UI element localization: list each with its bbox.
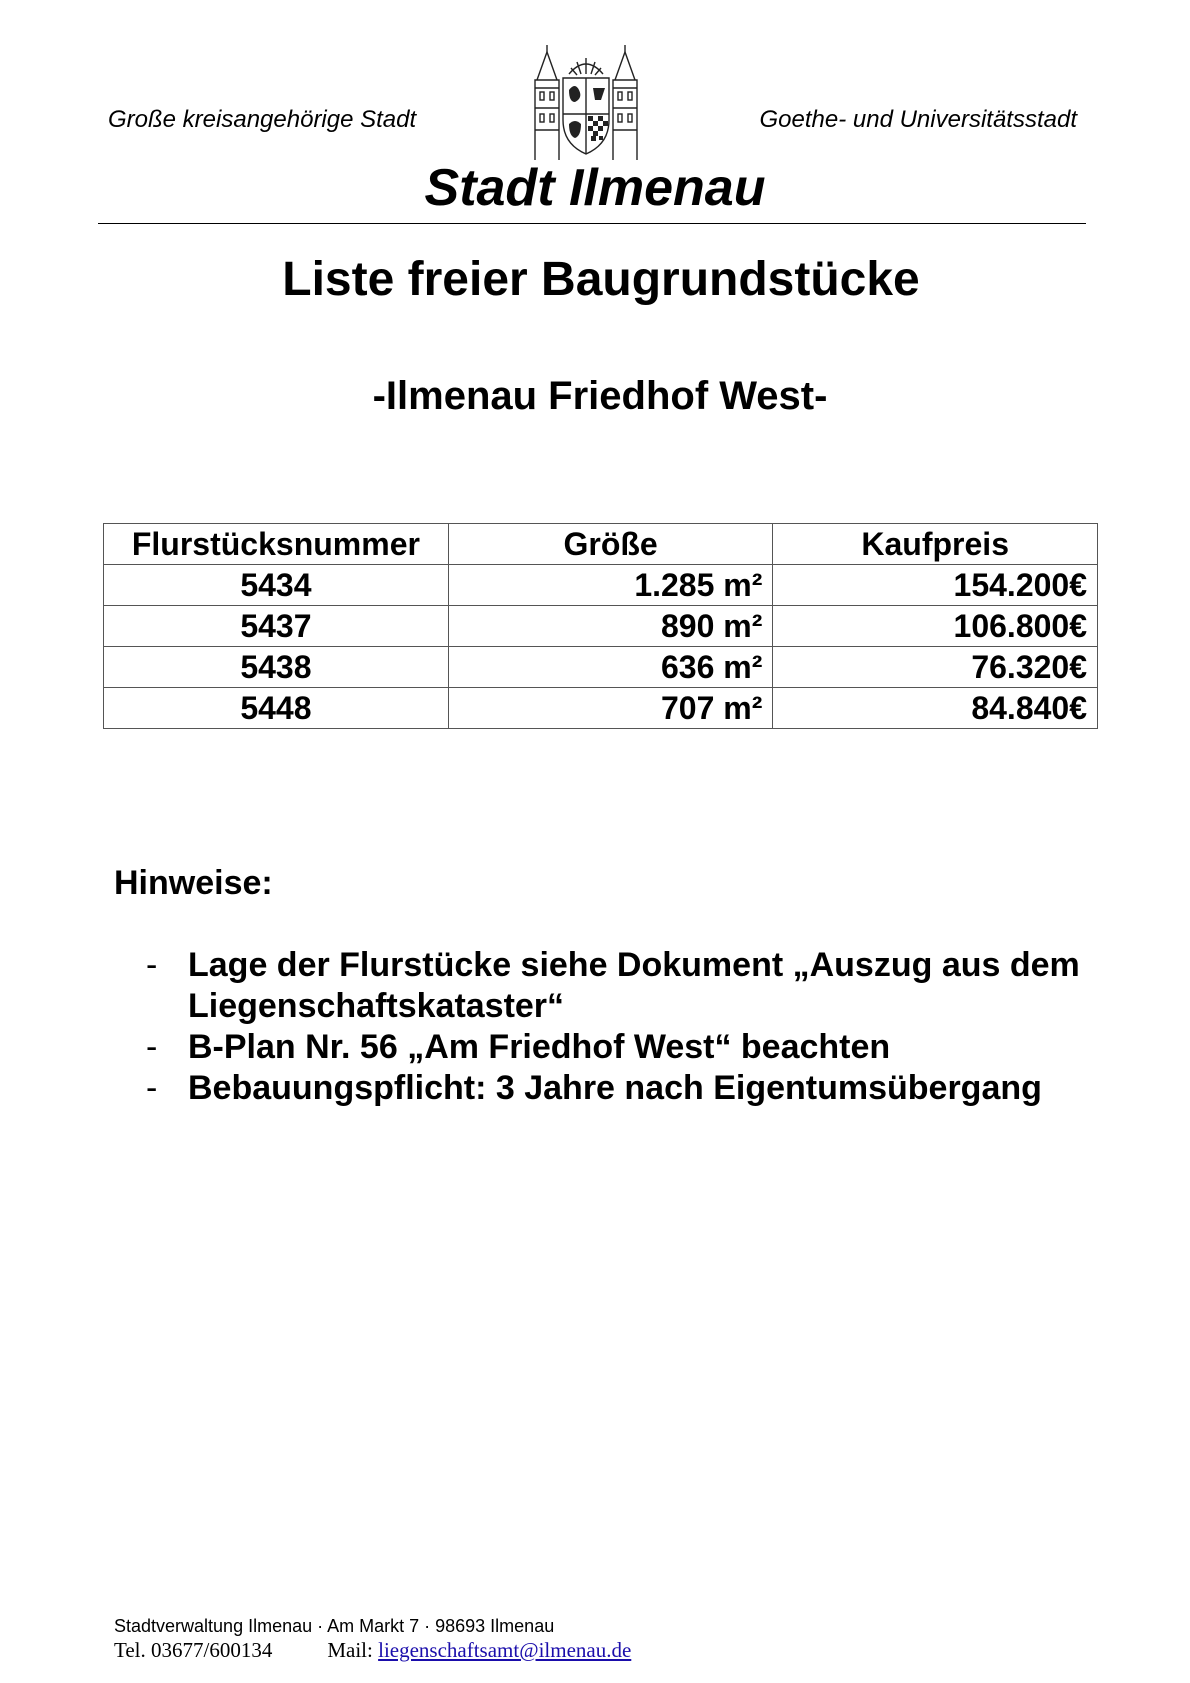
plot-number-cell: 5448 [104, 688, 449, 729]
plots-table [103, 523, 1098, 729]
header-left-tagline: Große kreisangehörige Stadt [108, 106, 417, 133]
list-item [146, 1027, 1086, 1068]
plot-number-cell: 5437 [104, 606, 449, 647]
header-right-tagline: Goethe- und Universitätsstadt [759, 106, 1077, 133]
plot-size-cell: 636 m² [448, 647, 773, 688]
document-subtitle: -Ilmenau Friedhof West- [372, 374, 828, 418]
table-row [104, 606, 1098, 647]
plot-size-cell: 1.285 m² [448, 565, 773, 606]
column-header-size: Größe [448, 524, 773, 565]
header-divider [98, 223, 1086, 224]
bullet-dash: - [146, 1028, 158, 1066]
plot-number-cell: 5434 [104, 565, 449, 606]
note-text: Bebauungspflicht: 3 Jahre nach Eigentumsübergang [188, 1069, 1042, 1107]
table-row [104, 647, 1098, 688]
column-header-plot-number: Flurstücksnummer [104, 524, 449, 565]
plot-number-cell: 5438 [104, 647, 449, 688]
notes-list [146, 945, 1086, 1109]
plot-size-cell: 707 m² [448, 688, 773, 729]
coat-of-arms-logo [529, 44, 643, 160]
footer-mail-label: Mail: [327, 1638, 373, 1662]
plot-price-cell: 84.840€ [773, 688, 1098, 729]
footer-contact [114, 1638, 631, 1662]
table-row [104, 688, 1098, 729]
plot-size-cell: 890 m² [448, 606, 773, 647]
list-item [146, 1068, 1086, 1109]
list-item [146, 945, 1086, 1027]
bullet-dash: - [146, 1069, 158, 1107]
note-text: Lage der Flurstücke siehe Dokument „Auszug aus dem Liegenschaftskataster“ [188, 946, 1080, 1025]
city-name: Stadt Ilmenau [424, 159, 766, 217]
table-row [104, 565, 1098, 606]
footer-email-link[interactable]: liegenschaftsamt@ilmenau.de [378, 1638, 632, 1662]
table-header-row [104, 524, 1098, 565]
plot-price-cell: 154.200€ [773, 565, 1098, 606]
plot-price-cell: 76.320€ [773, 647, 1098, 688]
document-title: Liste freier Baugrundstücke [282, 253, 920, 306]
footer-address: Stadtverwaltung Ilmenau · Am Markt 7 · 98693 Ilmenau [114, 1616, 555, 1636]
note-text: B-Plan Nr. 56 „Am Friedhof West“ beachten [188, 1028, 891, 1066]
plot-price-cell: 106.800€ [773, 606, 1098, 647]
footer [114, 1614, 631, 1662]
column-header-price: Kaufpreis [773, 524, 1098, 565]
footer-phone: Tel. 03677/600134 [114, 1638, 273, 1662]
notes-title: Hinweise: [114, 864, 273, 902]
bullet-dash: - [146, 946, 158, 984]
